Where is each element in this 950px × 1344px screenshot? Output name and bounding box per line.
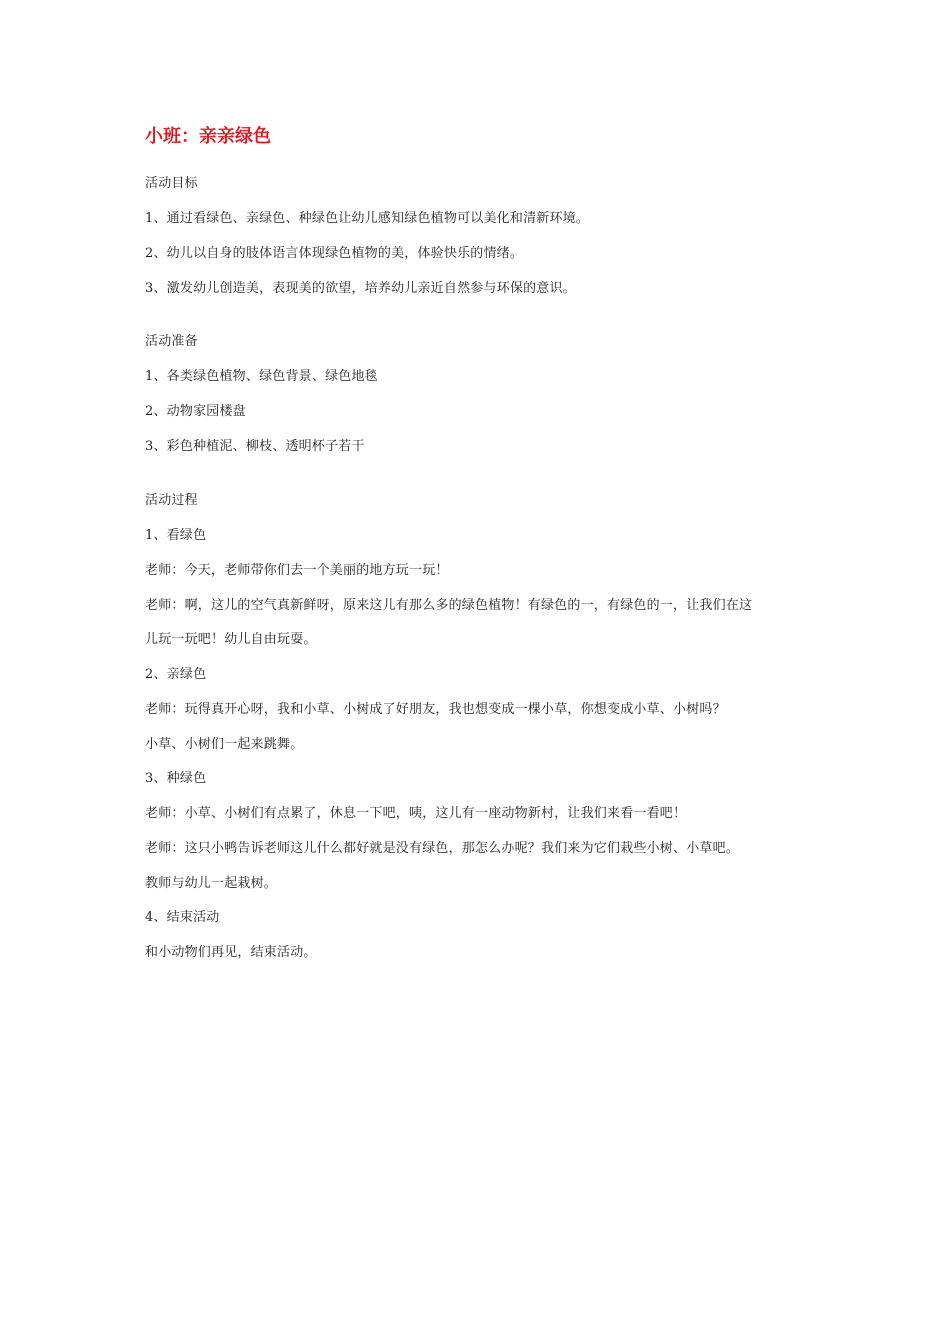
goal-item-2: 2、幼儿以自身的肢体语言体现绿色植物的美，体验快乐的情绪。 [145, 246, 524, 261]
process-line: 老师：玩得真开心呀，我和小草、小树成了好朋友，我也想变成一棵小草，你想变成小草、小树吗？ [145, 702, 726, 717]
preparation-item-1: 1、各类绿色植物、绿色背景、绿色地毯 [145, 369, 378, 384]
section-heading-goals: 活动目标 [145, 176, 198, 191]
process-line: 儿玩一玩吧！幼儿自由玩耍。 [145, 632, 317, 647]
document-title: 小班：亲亲绿色 [145, 126, 271, 147]
process-line: 老师：今天，老师带你们去一个美丽的地方玩一玩！ [145, 563, 449, 578]
preparation-item-2: 2、动物家园楼盘 [145, 404, 246, 419]
section-heading-preparation: 活动准备 [145, 334, 198, 349]
preparation-item-3: 3、彩色种植泥、柳枝、透明杯子若干 [145, 439, 365, 454]
process-line: 和小动物们再见，结束活动。 [145, 945, 317, 960]
process-line: 老师：这只小鸭告诉老师这儿什么都好就是没有绿色，那怎么办呢？我们来为它们栽些小树、小草吧。 [145, 841, 740, 856]
goal-item-1: 1、通过看绿色、亲绿色、种绿色让幼儿感知绿色植物可以美化和清新环境。 [145, 211, 590, 226]
process-line: 老师：小草、小树们有点累了，休息一下吧，咦，这儿有一座动物新村，让我们来看一看吧！ [145, 806, 687, 821]
goal-item-3: 3、激发幼儿创造美，表现美的欲望，培养幼儿亲近自然参与环保的意识。 [145, 281, 576, 296]
section-heading-process: 活动过程 [145, 493, 198, 508]
process-line: 小草、小树们一起来跳舞。 [145, 737, 304, 752]
process-step-heading: 4、结束活动 [145, 910, 220, 925]
process-step-heading: 3、种绿色 [145, 771, 207, 786]
process-line: 教师与幼儿一起栽树。 [145, 876, 278, 891]
process-line: 老师：啊，这儿的空气真新鲜呀，原来这儿有那么多的绿色植物！有绿色的一，有绿色的一，让我们在这 [145, 598, 753, 613]
process-step-heading: 1、看绿色 [145, 528, 207, 543]
process-step-heading: 2、亲绿色 [145, 667, 207, 682]
